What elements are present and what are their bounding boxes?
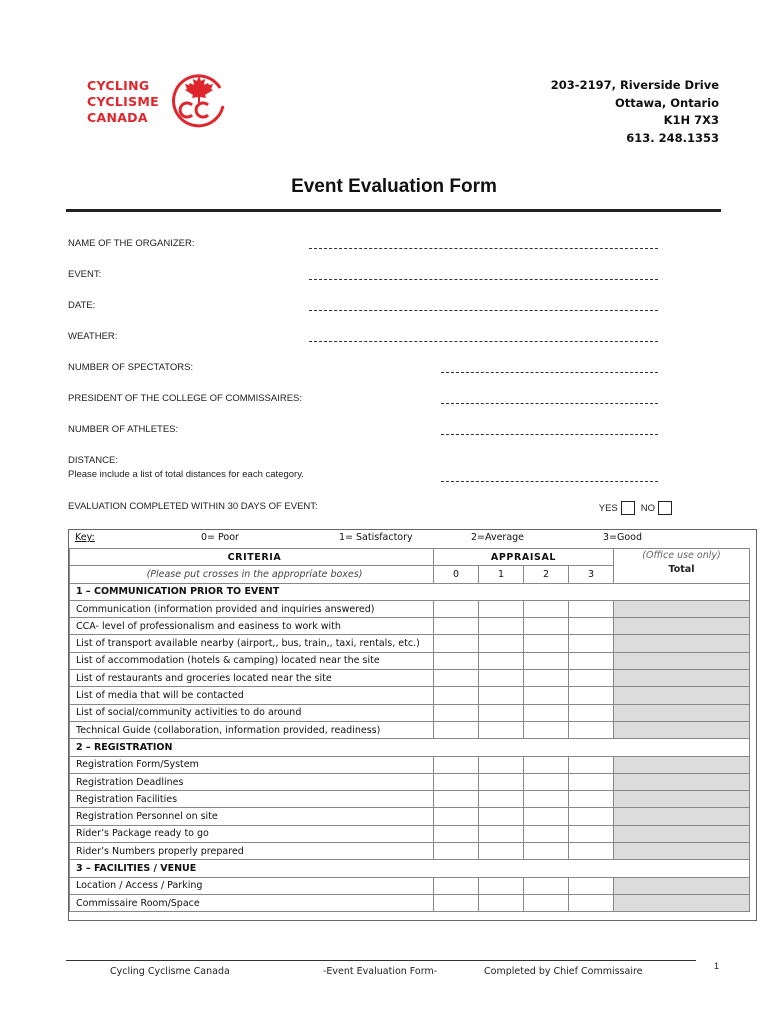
score-header-1: 1 (479, 566, 524, 583)
criteria-row (70, 704, 750, 721)
total-cell (614, 652, 750, 669)
criteria-row (70, 618, 750, 635)
score-cell-2[interactable] (524, 756, 569, 773)
score-cell-3[interactable] (569, 773, 614, 790)
score-cell-3[interactable] (569, 721, 614, 738)
score-cell-2[interactable] (524, 635, 569, 652)
distance-input-line[interactable] (441, 481, 658, 482)
score-header-3: 3 (569, 566, 614, 583)
criteria-label: Communication (information provided and inquiries answered) (70, 600, 434, 617)
criteria-label: CCA- level of professionalism and easiness to work with (70, 618, 434, 635)
score-cell-3[interactable] (569, 600, 614, 617)
score-cell-2[interactable] (524, 704, 569, 721)
logo-line: CYCLING (87, 78, 150, 93)
criteria-note: (Please put crosses in the appropriate boxes) (70, 566, 434, 583)
criteria-row (70, 825, 750, 842)
score-cell-1[interactable] (479, 670, 524, 687)
score-cell-2[interactable] (524, 600, 569, 617)
score-cell-1[interactable] (479, 600, 524, 617)
total-cell (614, 618, 750, 635)
total-cell (614, 894, 750, 911)
score-cell-3[interactable] (569, 791, 614, 808)
athletes-input-line[interactable] (441, 434, 658, 435)
score-cell-1[interactable] (479, 773, 524, 790)
score-cell-2[interactable] (524, 877, 569, 894)
yes-no-options (599, 501, 678, 515)
score-cell-3[interactable] (569, 704, 614, 721)
total-cell (614, 825, 750, 842)
key-label: Key: (75, 532, 95, 543)
info-fields (68, 236, 658, 497)
score-cell-3[interactable] (569, 843, 614, 860)
score-cell-0[interactable] (434, 773, 479, 790)
distance-note: Please include a list of total distances for each category. (68, 469, 304, 480)
logo (60, 32, 250, 162)
score-cell-0[interactable] (434, 618, 479, 635)
footer-organization: Cycling Cyclisme Canada (110, 966, 230, 977)
address-block (551, 77, 719, 147)
criteria-row (70, 808, 750, 825)
total-cell (614, 756, 750, 773)
criteria-label: List of media that will be contacted (70, 687, 434, 704)
maple-leaf-cc-icon (168, 66, 230, 128)
score-cell-1[interactable] (479, 791, 524, 808)
criteria-label: Registration Facilities (70, 791, 434, 808)
score-cell-0[interactable] (434, 808, 479, 825)
field-label: DISTANCE: (68, 455, 118, 466)
event-field (68, 267, 658, 298)
score-cell-0[interactable] (434, 877, 479, 894)
field-label: WEATHER: (68, 331, 118, 342)
key-poor: 0= Poor (201, 532, 239, 543)
score-cell-2[interactable] (524, 825, 569, 842)
logo-wordmark (87, 78, 159, 126)
score-header-0: 0 (434, 566, 479, 583)
criteria-row (70, 756, 750, 773)
yes-label: YES (598, 502, 618, 514)
total-cell (614, 687, 750, 704)
office-use-header (614, 549, 750, 584)
criteria-label: List of transport available nearby (airport,, bus, train,, taxi, rentals, etc.) (70, 635, 434, 652)
field-label: NUMBER OF ATHLETES: (68, 424, 179, 435)
score-cell-0[interactable] (434, 791, 479, 808)
score-cell-1[interactable] (479, 704, 524, 721)
score-cell-3[interactable] (569, 670, 614, 687)
field-label: PRESIDENT OF THE COLLEGE OF COMMISSAIRES: (68, 393, 303, 404)
score-cell-1[interactable] (479, 635, 524, 652)
total-cell (614, 670, 750, 687)
score-cell-0[interactable] (434, 670, 479, 687)
total-cell (614, 704, 750, 721)
address-line: Ottawa, Ontario (614, 95, 719, 110)
criteria-row (70, 600, 750, 617)
key-good: 3=Good (603, 532, 643, 543)
spectators-input-line[interactable] (441, 372, 658, 373)
field-label: NUMBER OF SPECTATORS: (68, 362, 194, 373)
score-cell-1[interactable] (479, 652, 524, 669)
score-cell-1[interactable] (479, 687, 524, 704)
spectators-field (68, 360, 658, 391)
score-cell-0[interactable] (434, 894, 479, 911)
score-cell-3[interactable] (569, 635, 614, 652)
score-cell-0[interactable] (434, 704, 479, 721)
date-field (68, 298, 658, 329)
section-title: 1 – COMMUNICATION PRIOR TO EVENT (70, 583, 750, 600)
criteria-row (70, 670, 750, 687)
criteria-label: Registration Form/System (70, 756, 434, 773)
score-cell-1[interactable] (479, 756, 524, 773)
score-cell-0[interactable] (434, 652, 479, 669)
evaluation-completed-row (68, 501, 678, 512)
score-cell-0[interactable] (434, 687, 479, 704)
appraisal-header: APPRAISAL (434, 549, 614, 566)
section-header-row (70, 739, 750, 756)
score-cell-3[interactable] (569, 756, 614, 773)
total-label: Total (668, 564, 695, 575)
score-cell-0[interactable] (434, 843, 479, 860)
key-satisfactory: 1= Satisfactory (339, 532, 413, 543)
footer-form-name: -Event Evaluation Form- (323, 966, 438, 977)
criteria-row (70, 843, 750, 860)
criteria-table (69, 548, 750, 912)
score-cell-1[interactable] (479, 721, 524, 738)
criteria-row (70, 791, 750, 808)
weather-input-line[interactable] (309, 341, 658, 342)
address-line: K1H 7X3 (663, 113, 719, 127)
section-title: 3 – FACILITIES / VENUE (70, 860, 750, 877)
yes-checkbox[interactable] (621, 501, 635, 515)
score-cell-0[interactable] (434, 756, 479, 773)
no-checkbox[interactable] (658, 501, 672, 515)
total-cell (614, 808, 750, 825)
address-line: 613. 248.1353 (626, 130, 719, 145)
score-cell-0[interactable] (434, 721, 479, 738)
president-input-line[interactable] (441, 403, 658, 404)
score-cell-2[interactable] (524, 808, 569, 825)
logo-line: CYCLISME (87, 94, 159, 109)
distance-field (68, 453, 658, 497)
total-cell (614, 877, 750, 894)
criteria-row (70, 721, 750, 738)
criteria-label: Rider’s Numbers properly prepared (70, 843, 434, 860)
score-cell-0[interactable] (434, 600, 479, 617)
score-cell-0[interactable] (434, 635, 479, 652)
page-title: Event Evaluation Form (291, 176, 497, 197)
score-cell-1[interactable] (479, 825, 524, 842)
table-header-row (70, 549, 750, 566)
field-label: DATE: (68, 300, 96, 311)
key-average: 2=Average (471, 532, 525, 543)
score-cell-3[interactable] (569, 618, 614, 635)
score-cell-1[interactable] (479, 877, 524, 894)
logo-line: CANADA (87, 110, 148, 125)
criteria-row (70, 877, 750, 894)
office-use-label: (Office use only) (642, 550, 721, 561)
title-divider (66, 209, 721, 212)
criteria-row (70, 635, 750, 652)
score-cell-1[interactable] (479, 618, 524, 635)
score-cell-2[interactable] (524, 687, 569, 704)
weather-field (68, 329, 658, 360)
criteria-row (70, 687, 750, 704)
score-cell-1[interactable] (479, 808, 524, 825)
total-cell (614, 635, 750, 652)
address-line: 203-2197, Riverside Drive (550, 78, 719, 92)
score-cell-2[interactable] (524, 894, 569, 911)
total-cell (614, 721, 750, 738)
organizer-input-line[interactable] (309, 248, 658, 249)
field-label: NAME OF THE ORGANIZER: (68, 238, 195, 249)
score-cell-2[interactable] (524, 773, 569, 790)
score-cell-2[interactable] (524, 670, 569, 687)
footer-divider (66, 960, 696, 961)
criteria-label: List of social/community activities to do around (70, 704, 434, 721)
no-label: NO (640, 502, 655, 514)
footer-completed-by: Completed by Chief Commissaire (484, 966, 643, 977)
section-header-row (70, 860, 750, 877)
evaluation-form (68, 529, 757, 921)
score-cell-3[interactable] (569, 825, 614, 842)
score-cell-3[interactable] (569, 808, 614, 825)
criteria-row (70, 773, 750, 790)
total-cell (614, 773, 750, 790)
page-number: 1 (713, 961, 719, 971)
criteria-label: Rider’s Package ready to go (70, 825, 434, 842)
event-input-line[interactable] (309, 279, 658, 280)
score-cell-3[interactable] (569, 894, 614, 911)
criteria-label: Location / Access / Parking (70, 877, 434, 894)
score-cell-1[interactable] (479, 894, 524, 911)
score-cell-3[interactable] (569, 652, 614, 669)
criteria-label: List of restaurants and groceries located near the site (70, 670, 434, 687)
score-cell-2[interactable] (524, 791, 569, 808)
field-label: EVENT: (68, 269, 102, 280)
total-cell (614, 791, 750, 808)
score-cell-2[interactable] (524, 652, 569, 669)
score-cell-2[interactable] (524, 618, 569, 635)
score-cell-2[interactable] (524, 843, 569, 860)
score-cell-2[interactable] (524, 721, 569, 738)
athletes-field (68, 422, 658, 453)
score-cell-0[interactable] (434, 825, 479, 842)
total-cell (614, 843, 750, 860)
score-header-2: 2 (524, 566, 569, 583)
section-header-row (70, 583, 750, 600)
criteria-row (70, 652, 750, 669)
criteria-label: Technical Guide (collaboration, information provided, readiness) (70, 721, 434, 738)
criteria-label: Commissaire Room/Space (70, 894, 434, 911)
key-row (69, 532, 756, 548)
total-cell (614, 600, 750, 617)
section-title: 2 – REGISTRATION (70, 739, 750, 756)
criteria-row (70, 894, 750, 911)
score-cell-3[interactable] (569, 877, 614, 894)
score-cell-1[interactable] (479, 843, 524, 860)
score-cell-3[interactable] (569, 687, 614, 704)
criteria-header: CRITERIA (70, 549, 434, 566)
evaluation-label: EVALUATION COMPLETED WITHIN 30 DAYS OF EVENT: (68, 501, 318, 512)
criteria-label: Registration Personnel on site (70, 808, 434, 825)
criteria-label: List of accommodation (hotels & camping) located near the site (70, 652, 434, 669)
organizer-field (68, 236, 658, 267)
president-field (68, 391, 658, 422)
criteria-label: Registration Deadlines (70, 773, 434, 790)
date-input-line[interactable] (309, 310, 658, 311)
